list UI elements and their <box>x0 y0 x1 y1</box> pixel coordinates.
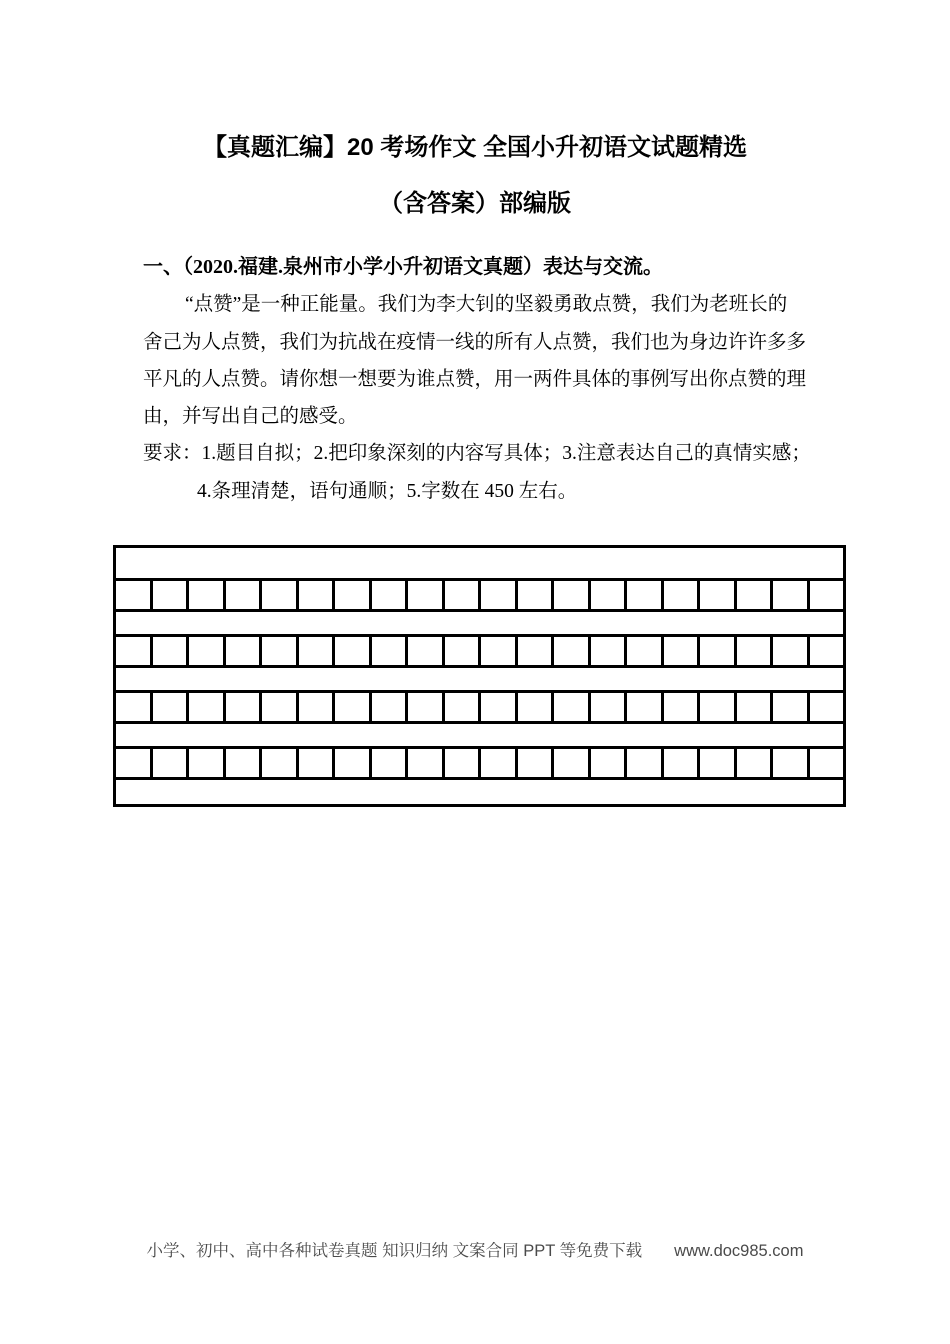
grid-cell <box>481 749 518 777</box>
document-title-line2: （含答案）部编版 <box>379 190 571 217</box>
grid-row <box>116 578 843 612</box>
grid-cell <box>445 581 482 609</box>
requirements-list <box>143 435 819 510</box>
grid-cell <box>773 637 810 665</box>
grid-spacer-band <box>116 548 843 578</box>
grid-cell <box>189 637 226 665</box>
paragraph-line: 平凡的人点赞。请你想一想要为谁点赞，用一两件具体的事例写出你点赞的理 <box>143 368 807 390</box>
grid-cell <box>773 693 810 721</box>
question-block <box>143 249 819 510</box>
grid-cell <box>700 693 737 721</box>
grid-cell <box>518 581 555 609</box>
grid-cell <box>408 581 445 609</box>
grid-cell <box>591 637 628 665</box>
grid-cell <box>153 693 190 721</box>
page-footer <box>0 1238 950 1264</box>
grid-spacer-band <box>116 612 843 634</box>
document-title-line1: 【真题汇编】20 考场作文 全国小升初语文试题精选 <box>202 134 748 161</box>
grid-cell <box>262 749 299 777</box>
grid-cell <box>664 693 701 721</box>
grid-cell <box>445 749 482 777</box>
grid-cell <box>299 637 336 665</box>
grid-cell <box>189 693 226 721</box>
grid-cell <box>591 581 628 609</box>
section-heading: 一、（2020.福建.泉州市小学小升初语文真题）表达与交流。 <box>143 256 663 278</box>
grid-cell <box>335 693 372 721</box>
grid-cell <box>627 749 664 777</box>
grid-cell <box>262 581 299 609</box>
grid-cell <box>737 581 774 609</box>
grid-cell <box>554 693 591 721</box>
grid-cell <box>372 637 409 665</box>
grid-cell <box>372 693 409 721</box>
grid-cell <box>226 581 263 609</box>
grid-cell <box>700 749 737 777</box>
grid-cell <box>262 637 299 665</box>
grid-cell <box>153 581 190 609</box>
grid-spacer-band <box>116 724 843 746</box>
grid-spacer-band <box>116 668 843 690</box>
grid-spacer-band <box>116 780 843 804</box>
grid-cell <box>372 749 409 777</box>
grid-cell <box>737 693 774 721</box>
grid-cell <box>554 749 591 777</box>
grid-cell <box>627 637 664 665</box>
requirement-line: 4.条理清楚，语句通顺；5.字数在 450 左右。 <box>197 480 578 502</box>
grid-cell <box>372 581 409 609</box>
grid-cell <box>299 749 336 777</box>
grid-cell <box>810 581 844 609</box>
grid-cell <box>299 581 336 609</box>
grid-row <box>116 690 843 724</box>
grid-cell <box>664 581 701 609</box>
grid-cell <box>335 749 372 777</box>
grid-cell <box>408 693 445 721</box>
grid-cell <box>554 581 591 609</box>
grid-row <box>116 634 843 668</box>
prompt-paragraph <box>143 286 819 435</box>
grid-cell <box>737 637 774 665</box>
grid-cell <box>518 637 555 665</box>
grid-cell <box>445 693 482 721</box>
grid-cell <box>335 581 372 609</box>
grid-cell <box>262 693 299 721</box>
paragraph-line: 舍己为人点赞，我们为抗战在疫情一线的所有人点赞，我们也为身边许许多多 <box>143 331 807 353</box>
grid-cell <box>773 581 810 609</box>
grid-cell <box>773 749 810 777</box>
grid-cell <box>226 749 263 777</box>
grid-cell <box>226 637 263 665</box>
grid-cell <box>810 637 844 665</box>
grid-cell <box>153 637 190 665</box>
grid-cell <box>481 637 518 665</box>
grid-cell <box>627 581 664 609</box>
grid-cell <box>627 693 664 721</box>
grid-cell <box>664 749 701 777</box>
grid-cell <box>810 693 844 721</box>
grid-cell <box>116 637 153 665</box>
grid-cell <box>189 749 226 777</box>
grid-row <box>116 746 843 780</box>
paragraph-line: 由，并写出自己的感受。 <box>143 406 358 428</box>
grid-cell <box>299 693 336 721</box>
grid-cell <box>226 693 263 721</box>
grid-cell <box>700 637 737 665</box>
grid-cell <box>591 693 628 721</box>
writing-grid <box>113 545 846 807</box>
grid-cell <box>408 637 445 665</box>
grid-cell <box>116 749 153 777</box>
grid-cell <box>664 637 701 665</box>
grid-cell <box>481 581 518 609</box>
grid-cell <box>737 749 774 777</box>
grid-cell <box>810 749 844 777</box>
footer-text: 小学、初中、高中各种试卷真题 知识归纳 文案合同 PPT 等免费下载 <box>146 1242 643 1260</box>
grid-cell <box>189 581 226 609</box>
grid-cell <box>445 637 482 665</box>
grid-cell <box>700 581 737 609</box>
grid-cell <box>554 637 591 665</box>
requirement-line: 要求：1.题目自拟；2.把印象深刻的内容写具体；3.注意表达自己的真情实感； <box>143 443 811 465</box>
grid-cell <box>153 749 190 777</box>
grid-cell <box>518 693 555 721</box>
paragraph-line: “点赞”是一种正能量。我们为李大钊的坚毅勇敢点赞，我们为老班长的 <box>185 294 788 316</box>
grid-cell <box>116 693 153 721</box>
grid-cell <box>518 749 555 777</box>
grid-cell <box>408 749 445 777</box>
grid-cell <box>591 749 628 777</box>
grid-cell <box>116 581 153 609</box>
footer-site-url: www.doc985.com <box>674 1242 804 1260</box>
grid-cell <box>335 637 372 665</box>
grid-cell <box>481 693 518 721</box>
